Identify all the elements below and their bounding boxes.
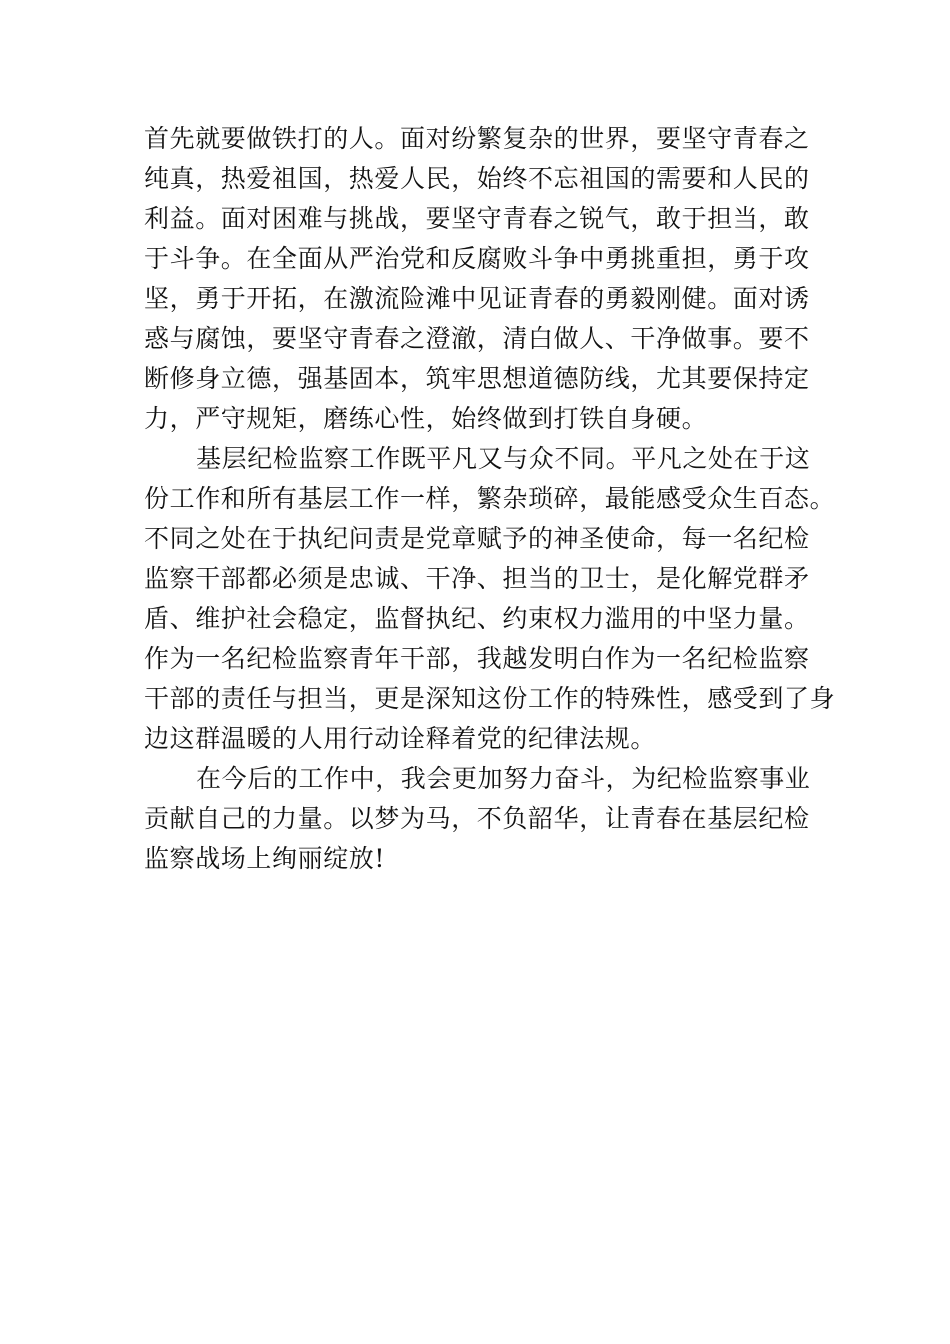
text-line: 边这群温暖的人用行动诠释着党的纪律法规。 <box>144 724 657 753</box>
text-line: 断修身立德，强基固本，筑牢思想道德防线，尤其要保持定 <box>144 364 810 393</box>
text-line: 基层纪检监察工作既平凡又与众不同。平凡之处在于这 <box>196 444 811 473</box>
text-line: 力，严守规矩，磨练心性，始终做到打铁自身硬。 <box>144 404 708 433</box>
text-line: 干部的责任与担当，更是深知这份工作的特殊性，感受到了身 <box>144 684 836 713</box>
text-line: 在今后的工作中，我会更加努力奋斗，为纪检监察事业 <box>196 764 811 793</box>
text-line: 纯真，热爱祖国，热爱人民，始终不忘祖国的需要和人民的 <box>144 164 810 193</box>
document-body <box>144 119 836 879</box>
text-line: 利益。面对困难与挑战，要坚守青春之锐气，敢于担当，敢 <box>144 204 810 233</box>
text-line: 贡献自己的力量。以梦为马，不负韶华，让青春在基层纪检 <box>144 804 810 833</box>
paragraph-3 <box>144 759 824 879</box>
text-line: 监察战场上绚丽绽放! <box>144 844 386 873</box>
text-line: 监察干部都必须是忠诚、干净、担当的卫士，是化解党群矛 <box>144 564 810 593</box>
text-line: 惑与腐蚀，要坚守青春之澄澈，清白做人、干净做事。要不 <box>144 324 810 353</box>
text-line: 作为一名纪检监察青年干部，我越发明白作为一名纪检监察 <box>144 644 810 673</box>
text-line: 坚，勇于开拓，在激流险滩中见证青春的勇毅刚健。面对诱 <box>144 284 810 313</box>
paragraph-2 <box>144 439 836 759</box>
text-line: 盾、维护社会稳定，监督执纪、约束权力滥用的中坚力量。 <box>144 604 810 633</box>
text-line: 不同之处在于执纪问责是党章赋予的神圣使命，每一名纪检 <box>144 524 810 553</box>
paragraph-1 <box>144 119 824 439</box>
text-line: 首先就要做铁打的人。面对纷繁复杂的世界，要坚守青春之 <box>144 124 810 153</box>
text-line: 于斗争。在全面从严治党和反腐败斗争中勇挑重担，勇于攻 <box>144 244 810 273</box>
text-line: 份工作和所有基层工作一样，繁杂琐碎，最能感受众生百态。 <box>144 484 836 513</box>
